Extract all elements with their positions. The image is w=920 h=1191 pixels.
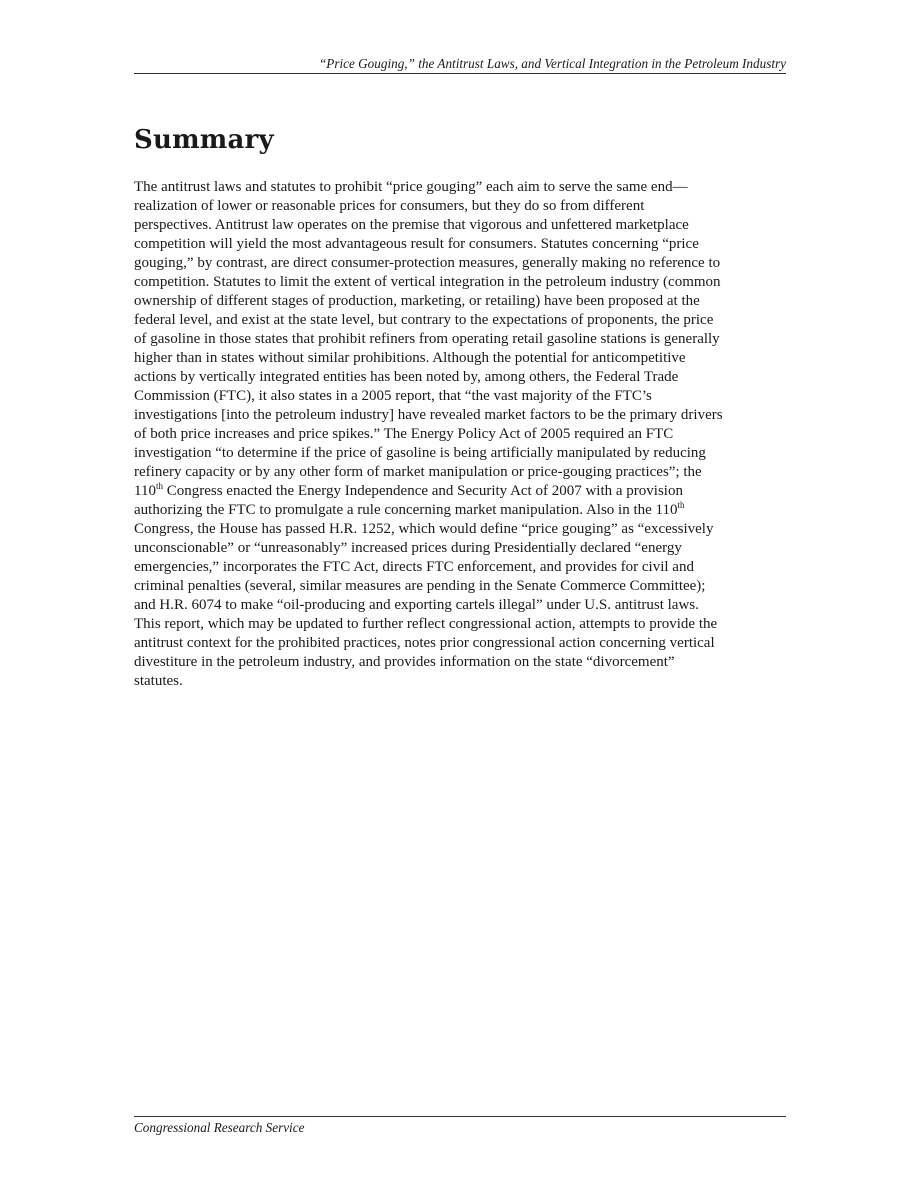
summary-line-text: unconscionable” or “unreasonably” increased prices during Presidentially declared “energy: [134, 540, 682, 556]
summary-line: [134, 596, 786, 615]
summary-line: [134, 197, 786, 216]
summary-line-text: perspectives. Antitrust law operates on the premise that vigorous and unfettered marketplace: [134, 217, 689, 233]
summary-line-text: of gasoline in those states that prohibit refiners from operating retail gasoline stations is generally: [134, 331, 720, 347]
summary-line-text: 110: [134, 483, 156, 499]
running-header: “Price Gouging,” the Antitrust Laws, and Vertical Integration in the Petroleum Industry: [134, 56, 786, 74]
summary-line: [134, 444, 786, 463]
summary-line-text: The antitrust laws and statutes to prohibit “price gouging” each aim to serve the same end—: [134, 179, 688, 195]
summary-line: [134, 368, 786, 387]
summary-line-text: gouging,” by contrast, are direct consumer-protection measures, generally making no reference to: [134, 255, 721, 271]
summary-line-text: investigations [into the petroleum industry] have revealed market factors to be the primary drivers: [134, 407, 723, 423]
summary-line: [134, 539, 786, 558]
summary-line: [134, 273, 786, 292]
summary-line-text: criminal penalties (several, similar measures are pending in the Senate Commerce Committee);: [134, 578, 706, 594]
summary-line: [134, 672, 786, 691]
summary-line-text: authorizing the FTC to promulgate a rule concerning market manipulation. Also in the 110: [134, 502, 678, 518]
ordinal-superscript: th: [155, 481, 163, 491]
summary-line: [134, 330, 786, 349]
summary-line-text: This report, which may be updated to further reflect congressional action, attempts to provide the: [134, 616, 718, 632]
summary-line: [134, 292, 786, 311]
summary-line-text: Congress, the House has passed H.R. 1252, which would define “price gouging” as “excessively: [134, 521, 714, 537]
summary-line: [134, 520, 786, 539]
summary-line-text: antitrust context for the prohibited practices, notes prior congressional action concerning vertical: [134, 635, 715, 651]
summary-line: [134, 425, 786, 444]
summary-line-text: realization of lower or reasonable prices for consumers, but they do so from different: [134, 198, 645, 214]
summary-line-text: actions by vertically integrated entities has been noted by, among others, the Federal Trade: [134, 369, 679, 385]
summary-line-text: federal level, and exist at the state level, but contrary to the expectations of proponents, the price: [134, 312, 714, 328]
summary-line-text: of both price increases and price spikes.” The Energy Policy Act of 2005 required an FTC: [134, 426, 674, 442]
summary-line-text: Commission (FTC), it also states in a 2005 report, that “the vast majority of the FTC’s: [134, 388, 652, 404]
summary-line: [134, 311, 786, 330]
summary-line: [134, 501, 786, 520]
summary-paragraph: [134, 178, 786, 691]
summary-line: [134, 254, 786, 273]
summary-line: [134, 634, 786, 653]
summary-line: [134, 216, 786, 235]
summary-line-text: ownership of different stages of production, marketing, or retailing) have been proposed at the: [134, 293, 700, 309]
summary-line-text: higher than in states without similar prohibitions. Although the potential for anticompetitive: [134, 350, 686, 366]
summary-line-text: emergencies,” incorporates the FTC Act, directs FTC enforcement, and provides for civil and: [134, 559, 694, 575]
summary-line-text: divestiture in the petroleum industry, and provides information on the state “divorcement”: [134, 654, 675, 670]
summary-line-text: investigation “to determine if the price of gasoline is being artificially manipulated by reducing: [134, 445, 706, 461]
summary-line-text: statutes.: [134, 673, 183, 689]
summary-line: [134, 235, 786, 254]
summary-line: [134, 577, 786, 596]
section-title: Summary: [134, 125, 274, 155]
summary-line-text: competition will yield the most advantageous result for consumers. Statutes concerning “price: [134, 236, 699, 252]
summary-line: [134, 463, 786, 482]
footer-rule: [134, 1116, 786, 1117]
summary-line: [134, 178, 786, 197]
summary-line: [134, 615, 786, 634]
summary-line: [134, 482, 786, 501]
summary-line: [134, 387, 786, 406]
summary-line-text: and H.R. 6074 to make “oil-producing and exporting cartels illegal” under U.S. antitrust laws.: [134, 597, 699, 613]
summary-line: [134, 349, 786, 368]
summary-line: [134, 653, 786, 672]
summary-line-text: competition. Statutes to limit the extent of vertical integration in the petroleum industry (common: [134, 274, 721, 290]
running-footer: Congressional Research Service: [134, 1120, 305, 1135]
ordinal-superscript: th: [677, 500, 685, 510]
summary-line: [134, 406, 786, 425]
summary-line: [134, 558, 786, 577]
summary-line-text: refinery capacity or by any other form of market manipulation or price-gouging practices”; the: [134, 464, 702, 480]
summary-line-continuation: Congress enacted the Energy Independence and Security Act of 2007 with a provision: [162, 483, 683, 499]
